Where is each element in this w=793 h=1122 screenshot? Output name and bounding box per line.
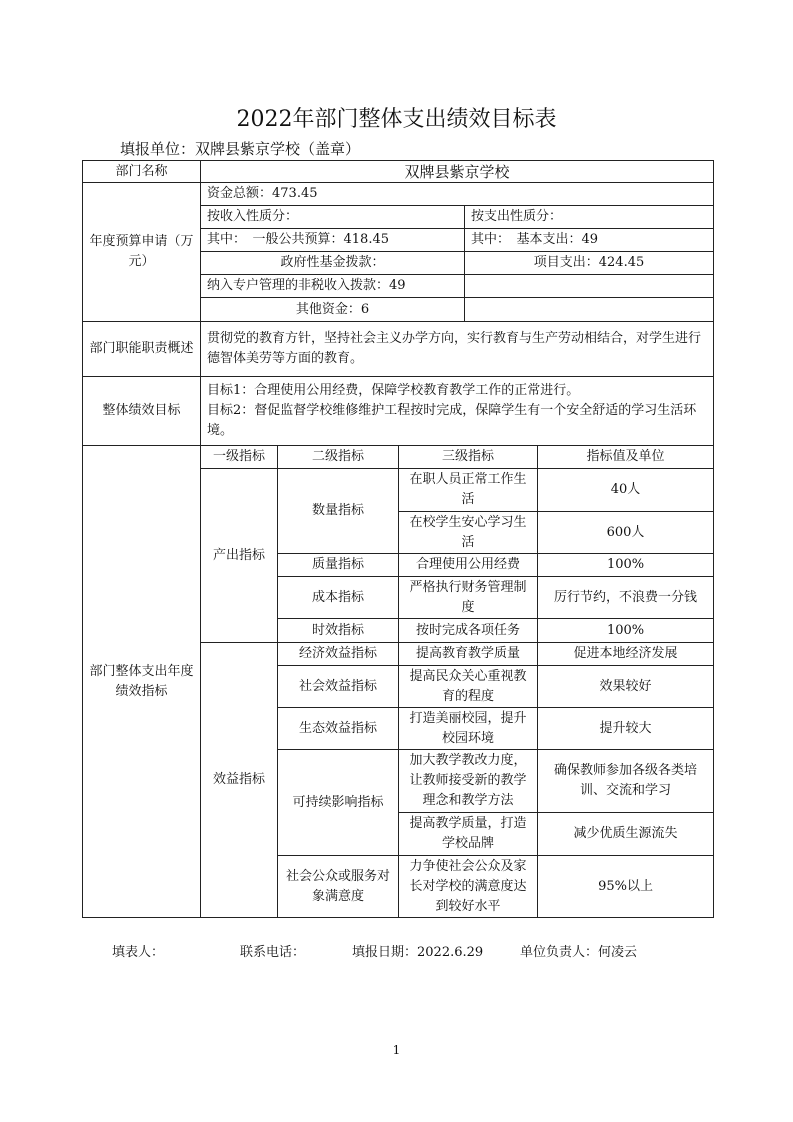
page-number: 1 (392, 1043, 401, 1057)
header-l1: 一级指标 (201, 446, 278, 469)
performance-table (82, 160, 714, 918)
value-cell: 40人 (538, 469, 714, 512)
l2-cell: 生态效益指标 (278, 708, 399, 750)
l1-benefit: 效益指标 (201, 643, 278, 918)
goal-2: 目标2：督促监督学校维修维护工程按时完成，保障学生有一个安全舒适的学习生活环境。 (207, 403, 697, 438)
l3-cell: 按时完成各项任务 (399, 619, 538, 643)
l2-cell: 社会公众或服务对象满意度 (278, 856, 399, 918)
filler-label: 填表人： (112, 945, 165, 960)
duty-label: 部门职能职责概述 (83, 322, 201, 377)
project-expense: 项目支出：424.45 (465, 252, 714, 275)
l2-cell: 质量指标 (278, 554, 399, 577)
l2-cell: 时效指标 (278, 619, 399, 643)
l3-cell: 提高教学质量，打造学校品牌 (399, 813, 538, 856)
budget-total: 资金总额：473.45 (201, 183, 714, 206)
general-budget: 其中： 一般公共预算：418.45 (201, 229, 465, 252)
empty-cell (465, 275, 714, 298)
goal-text (201, 377, 714, 446)
l3-cell: 合理使用公用经费 (399, 554, 538, 577)
dept-label: 部门名称 (83, 161, 201, 183)
value-cell: 减少优质生源流失 (538, 813, 714, 856)
l3-cell: 打造美丽校园，提升校园环境 (399, 708, 538, 750)
phone-label: 联系电话： (240, 945, 306, 960)
basic-expense: 其中： 基本支出：49 (465, 229, 714, 252)
l2-cell: 成本指标 (278, 577, 399, 619)
l3-cell: 提高教育教学质量 (399, 643, 538, 666)
value-cell: 600人 (538, 512, 714, 554)
l1-output: 产出指标 (201, 469, 278, 643)
goal-1: 目标1：合理使用公用经费，保障学校教育教学工作的正常进行。 (207, 383, 580, 398)
value-cell: 效果较好 (538, 666, 714, 708)
other-funds: 其他资金：6 (201, 298, 465, 322)
l2-cell: 数量指标 (278, 469, 399, 554)
signature-footer (112, 941, 637, 960)
l2-cell: 可持续影响指标 (278, 750, 399, 856)
goal-label: 整体绩效目标 (83, 377, 201, 446)
l2-cell: 经济效益指标 (278, 643, 399, 666)
value-cell: 厉行节约，不浪费一分钱 (538, 577, 714, 619)
value-cell: 100% (538, 619, 714, 643)
value-cell: 100% (538, 554, 714, 577)
l2-cell: 社会效益指标 (278, 666, 399, 708)
l3-cell: 加大教学教改力度，让教师接受新的教学理念和教学方法 (399, 750, 538, 813)
value-cell: 促进本地经济发展 (538, 643, 714, 666)
expense-head: 按支出性质分： (465, 206, 714, 229)
income-head: 按收入性质分： (201, 206, 465, 229)
dept-value: 双牌县紫京学校 (201, 161, 714, 183)
reporting-unit: 填报单位：双牌县紫京学校（盖章） (120, 140, 361, 158)
l3-cell: 严格执行财务管理制度 (399, 577, 538, 619)
page-title: 2022年部门整体支出绩效目标表 (236, 107, 557, 132)
header-l2: 二级指标 (278, 446, 399, 469)
l3-cell: 力争使社会公众及家长对学校的满意度达到较好水平 (399, 856, 538, 918)
duty-text: 贯彻党的教育方针，坚持社会主义办学方向，实行教育与生产劳动相结合，对学生进行德智体美劳等方面的教育。 (201, 322, 714, 377)
l3-cell: 在职人员正常工作生活 (399, 469, 538, 512)
header-l3: 三级指标 (399, 446, 538, 469)
nontax-income: 纳入专户管理的非税收入拨款：49 (201, 275, 465, 298)
header-value: 指标值及单位 (538, 446, 714, 469)
gov-fund: 政府性基金拨款： (201, 252, 465, 275)
l3-cell: 提高民众关心重视教育的程度 (399, 666, 538, 708)
empty-cell (465, 298, 714, 322)
unit-leader: 单位负责人：何凌云 (520, 945, 638, 960)
value-cell: 提升较大 (538, 708, 714, 750)
value-cell: 确保教师参加各级各类培训、交流和学习 (538, 750, 714, 813)
value-cell: 95%以上 (538, 856, 714, 918)
report-date: 填报日期：2022.6.29 (352, 945, 484, 960)
indicators-label: 部门整体支出年度绩效指标 (83, 446, 201, 918)
budget-label: 年度预算申请（万元） (83, 183, 201, 322)
l3-cell: 在校学生安心学习生活 (399, 512, 538, 554)
